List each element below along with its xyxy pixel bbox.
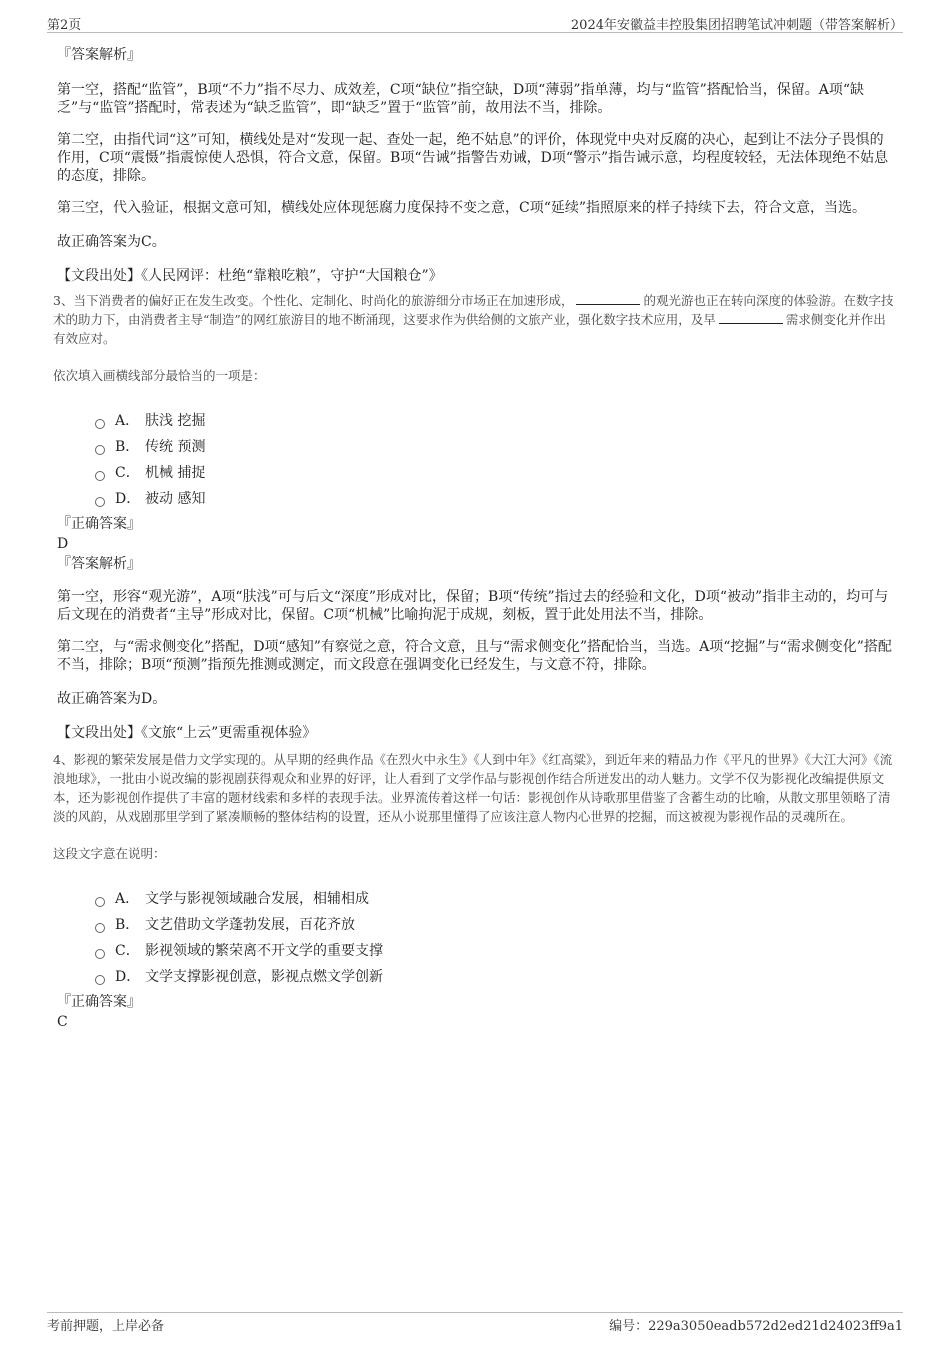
page-content [53,45,895,1030]
page-footer [47,1312,903,1335]
conclusion: 故正确答案为C。 [57,234,166,250]
correct-answer: C [57,1014,68,1030]
analysis-paragraph: 第二空，由指代词“这”可知，横线处是对“发现一起、查处一起，绝不姑息”的评价，体现党中央对反腐的决心，起到让不法分子畏惧的作用，C项“震慑”指震惊使人恐惧，符合文意，保留。B项“告诫”指警告劝诫，D项“警示”指告诫示意，均程度较轻，无法体现绝不姑息的态度，排除。 [57,132,889,184]
radio-button-icon[interactable] [95,419,105,429]
analysis-label: 『答案解析』 [57,556,141,572]
option-list [95,886,895,990]
radio-button-icon[interactable] [95,897,105,907]
option-d[interactable]: D． 被动 感知 [95,486,895,512]
radio-button-icon[interactable] [95,471,105,481]
option-b[interactable]: B． 传统 预测 [95,434,895,460]
answer-label: 『正确答案』 [57,516,141,532]
fill-blank [719,313,783,324]
analysis-paragraph: 第二空，与“需求侧变化”搭配，D项“感知”有察觉之意，符合文意，且与“需求侧变化”搭配恰当，当选。A项“挖掘”与“需求侧变化”搭配不当，排除；B项“预测”指预先推测或测定，而文段意在强调变化已经发生，与文意不符，排除。 [57,639,892,673]
radio-button-icon[interactable] [95,923,105,933]
radio-button-icon[interactable] [95,497,105,507]
source-citation: 【文段出处】《文旅“上云”更需重视体验》 [57,725,317,741]
question-text: 3、当下消费者的偏好正在发生改变。个性化、定制化、时尚化的旅游细分市场正在加速形成， 的观光游也正在转向深度的体验游。在数字技术的助力下，由消费者主导“制造”的网红旅游目的地不断涌现，这要求作为供给侧的文旅产业，强化数字技术应用，及早 需求侧变化并作出有效应对。 [53,293,894,346]
document-code: 编号：229a3050eadb572d2ed21d24023ff9a1 [609,1319,903,1334]
answer-label: 『正确答案』 [57,994,141,1010]
option-c[interactable]: C． 影视领域的繁荣离不开文学的重要支撑 [95,938,895,964]
analysis-paragraph: 第一空，形容“观光游”，A项“肤浅”可与后文“深度”形成对比，保留；B项“传统”指过去的经验和文化，D项“被动”指非主动的，均可与后文现在的消费者“主导”形成对比，保留。C项“机械”比喻拘泥于成规，刻板，置于此处用法不当，排除。 [57,589,889,623]
radio-button-icon[interactable] [95,975,105,985]
conclusion: 故正确答案为D。 [57,691,167,707]
source-citation: 【文段出处】《人民网评：杜绝“靠粮吃粮”，守护“大国粮仓”》 [57,268,443,284]
option-b[interactable]: B． 文艺借助文学蓬勃发展，百花齐放 [95,912,895,938]
question-prompt: 依次填入画横线部分最恰当的一项是： [53,368,266,383]
question-prompt: 这段文字意在说明： [53,846,166,861]
correct-answer: D [57,536,69,552]
option-a[interactable]: A． 文学与影视领域融合发展，相辅相成 [95,886,895,912]
analysis-label: 『答案解析』 [57,47,141,63]
question-text: 4、影视的繁荣发展是借力文学实现的。从早期的经典作品《在烈火中永生》《人到中年》《红高粱》，到近年来的精品力作《平凡的世界》《大江大河》《流浪地球》，一批由小说改编的影视剧获得观众和业界的好评，让人看到了文学作品与影视创作结合所迸发出的动人魅力。文学不仅为影视化改编提供原文本，还为影视创作提供了丰富的题材线索和多样的表现手法。业界流传着这样一句话：影视创作从诗歌那里借鉴了含蓄生动的比喻，从散文那里领略了清淡的风韵，从戏剧那里学到了紧凑顺畅的整体结构的设置，还从小说那里懂得了应该注意人物内心世界的挖掘，而这被视为影视作品的灵魂所在。 [53,752,893,824]
fill-blank [576,294,640,305]
option-d[interactable]: D． 文学支撑影视创意，影视点燃文学创新 [95,964,895,990]
radio-button-icon[interactable] [95,949,105,959]
analysis-paragraph: 第一空，搭配“监管”，B项“不力”指不尽力、成效差，C项“缺位”指空缺，D项“薄弱”指单薄，均与“监管”搭配恰当，保留。A项“缺乏”与“监管”搭配时，常表述为“缺乏监管”，即“缺乏”置于“监管”前，故用法不当，排除。 [57,82,865,116]
analysis-paragraph: 第三空，代入验证，根据文意可知，横线处应体现惩腐力度保持不变之意，C项“延续”指照原来的样子持续下去，符合文意，当选。 [57,200,867,216]
option-a[interactable]: A． 肤浅 挖掘 [95,408,895,434]
option-list [95,408,895,512]
document-title: 2024年安徽益丰控股集团招聘笔试冲刺题（带答案解析） [570,18,903,33]
radio-button-icon[interactable] [95,445,105,455]
page-number: 第2页 [47,18,82,33]
option-c[interactable]: C． 机械 捕捉 [95,460,895,486]
page-header [47,12,903,33]
footer-slogan: 考前押题，上岸必备 [47,1319,165,1334]
